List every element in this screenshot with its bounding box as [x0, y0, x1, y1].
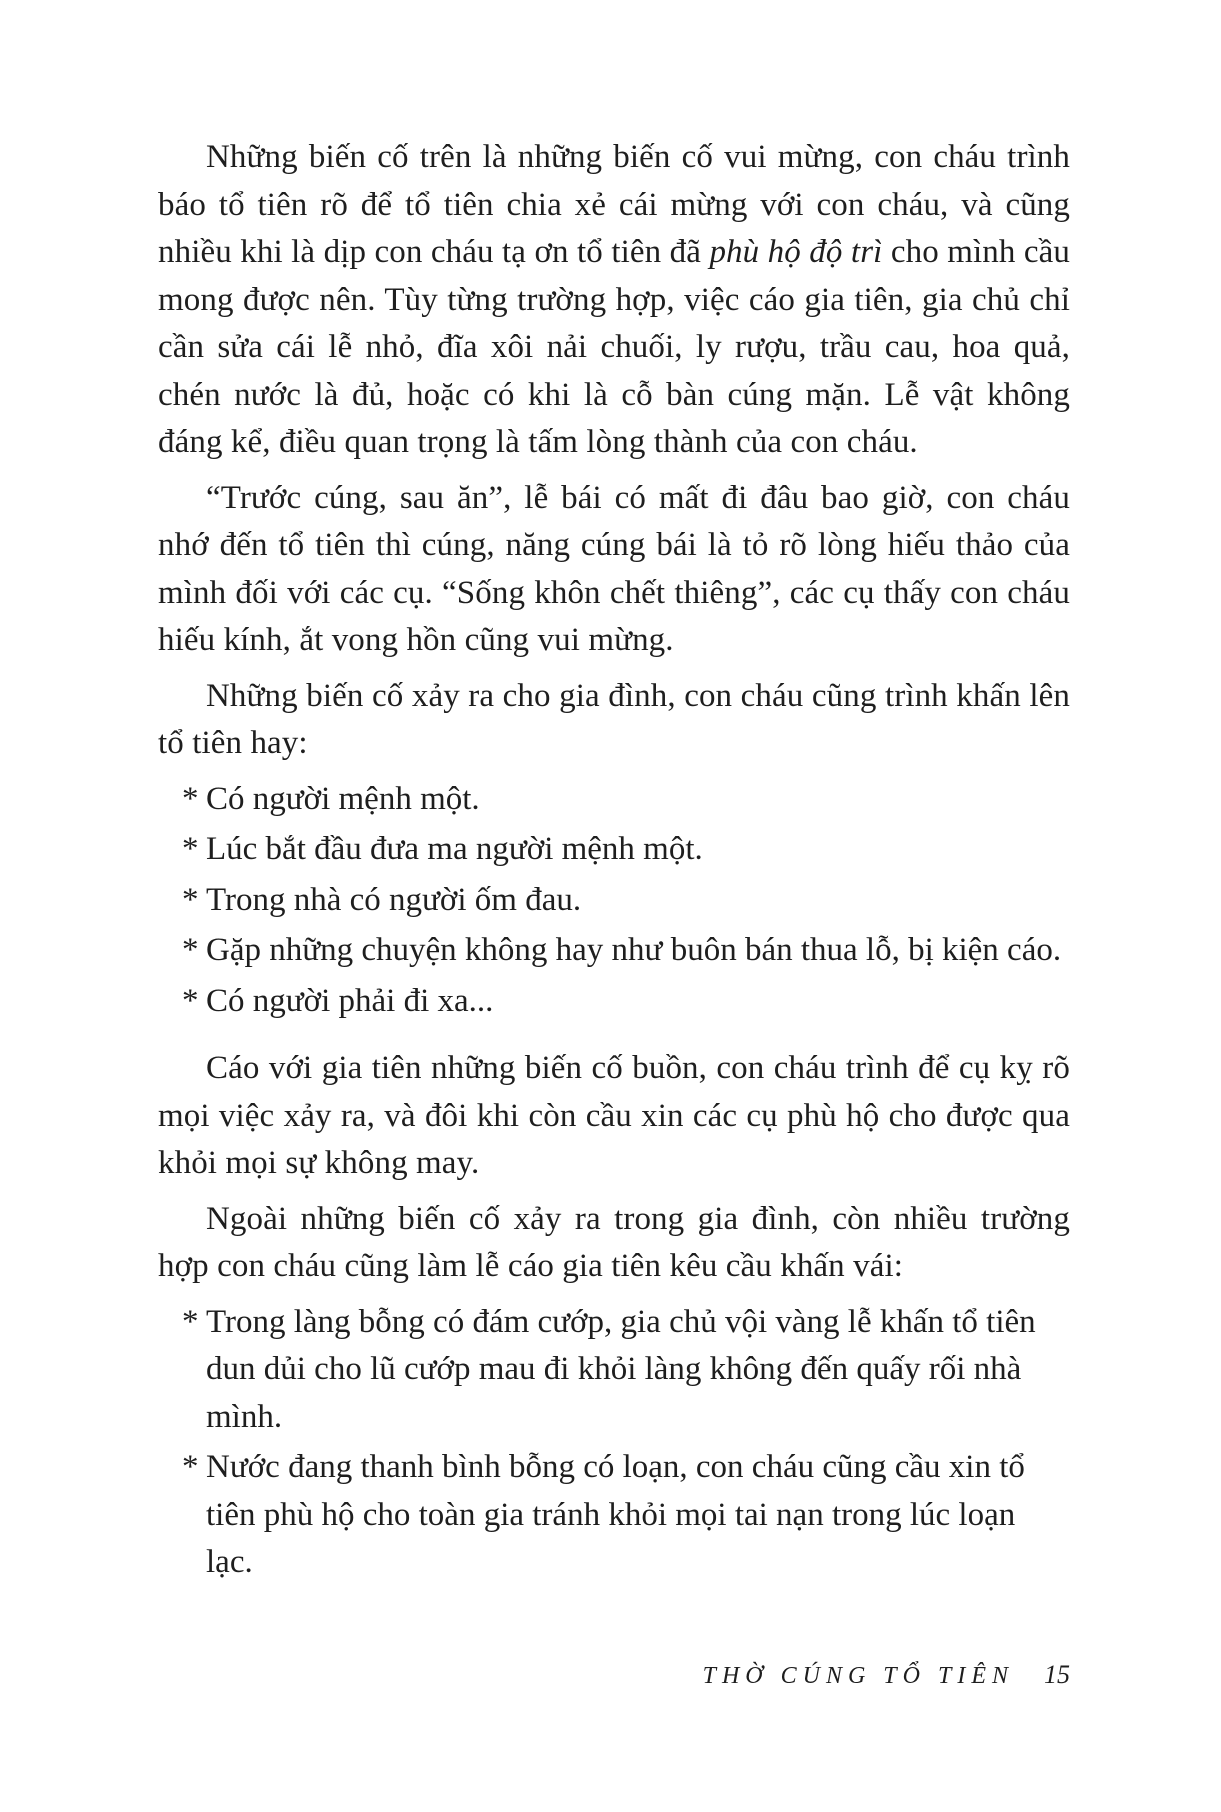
paragraph-3: Những biến cố xảy ra cho gia đình, con cháu cũng trình khấn lên tổ tiên hay:: [158, 677, 1070, 761]
paragraph-4: Cáo với gia tiên những biến cố buồn, con cháu trình để cụ kỵ rõ mọi việc xảy ra, và đôi khi còn cầu xin các cụ phù hộ cho được qua khỏi mọi sự không may.: [158, 1050, 1070, 1181]
bullet-list-family-events: [158, 776, 1070, 1026]
list-item: [158, 877, 1070, 925]
paragraph-1-text-a: Những biến cố trên là những biến cố vui mừng, con cháu trình báo tổ tiên rõ để tổ tiên chia xẻ cái mừng với con cháu, và cũng nhiều khi là dịp con cháu tạ ơn tổ tiên đã: [158, 139, 1070, 270]
page-footer: [0, 1660, 1070, 1690]
paragraph-1-italic-phrase: phù hộ độ trì: [709, 234, 883, 270]
running-title: THỜ CÚNG TỔ TIÊN: [702, 1663, 1014, 1689]
bullet-list-outside-events: [158, 1299, 1070, 1587]
list-item-text: Trong làng bỗng có đám cướp, gia chủ vội vàng lễ khấn tổ tiên dun dủi cho lũ cướp mau đi khỏi làng không đến quấy rối nhà mình.: [206, 1303, 1036, 1435]
paragraph-2: “Trước cúng, sau ăn”, lễ bái có mất đi đâu bao giờ, con cháu nhớ đến tổ tiên thì cúng, năng cúng bái là tỏ rõ lòng hiếu thảo của mình đối với các cụ. “Sống khôn chết thiêng”, các cụ thấy con cháu hiếu kính, ắt vong hồn cũng vui mừng.: [158, 479, 1070, 658]
list-item-text: Trong nhà có người ốm đau.: [206, 881, 582, 918]
bullet-mark: *: [182, 982, 199, 1019]
list-item-text: Nước đang thanh bình bỗng có loạn, con cháu cũng cầu xin tổ tiên phù hộ cho toàn gia tránh khỏi mọi tai nạn trong lúc loạn lạc.: [206, 1449, 1025, 1580]
bullet-mark: *: [182, 881, 199, 918]
bullet-mark: *: [182, 780, 199, 817]
list-item-text: Có người mệnh một.: [206, 780, 480, 817]
bullet-mark: *: [182, 1449, 199, 1485]
body-text: [158, 134, 1070, 1595]
paragraph-1: [158, 134, 1070, 467]
bullet-mark: *: [182, 932, 199, 968]
list-item: [158, 826, 1070, 874]
list-item: [158, 776, 1070, 824]
paragraph-1-text-b: cho mình cầu mong được nên. Tùy từng trường hợp, việc cáo gia tiên, gia chủ chỉ cần sửa cái lễ nhỏ, đĩa xôi nải chuối, ly rượu, trầu cau, hoa quả, chén nước là đủ, hoặc có khi là cỗ bàn cúng mặn. Lễ vật không đáng kể, điều quan trọng là tấm lòng thành của con cháu.: [158, 234, 1070, 460]
list-item-text: Gặp những chuyện không hay như buôn bán thua lỗ, bị kiện cáo.: [206, 932, 1062, 968]
list-item: [158, 1444, 1070, 1587]
list-item: [158, 1299, 1070, 1442]
list-item-text: Lúc bắt đầu đưa ma người mệnh một.: [206, 831, 703, 867]
bullet-mark: *: [182, 831, 199, 867]
list-item-text: Có người phải đi xa...: [206, 982, 494, 1019]
list-item: [158, 927, 1070, 975]
paragraph-5: Ngoài những biến cố xảy ra trong gia đình, còn nhiều trường hợp con cháu cũng làm lễ cáo gia tiên kêu cầu khấn vái:: [158, 1200, 1070, 1284]
page-number: 15: [1044, 1660, 1070, 1689]
bullet-mark: *: [182, 1303, 199, 1340]
list-item: [158, 978, 1070, 1026]
